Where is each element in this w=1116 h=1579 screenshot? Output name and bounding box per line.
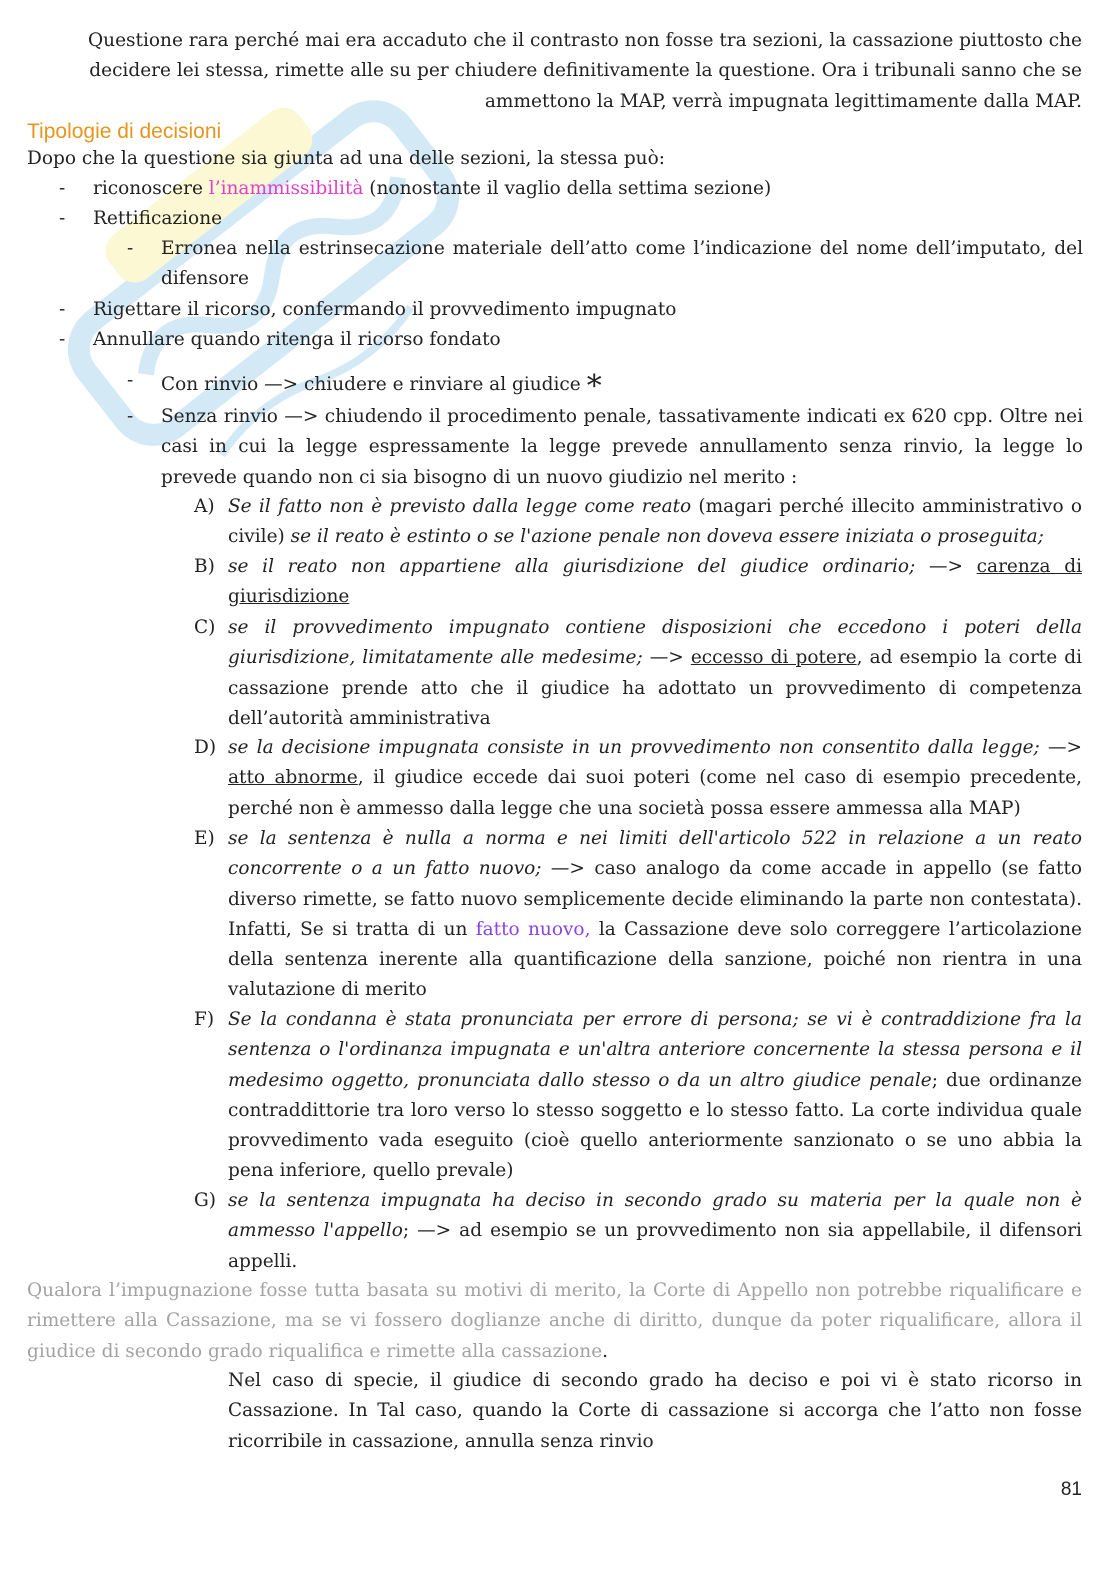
list-dash: - <box>59 208 66 229</box>
italic-text: Se il fatto non è previsto dalla legge come reato <box>228 496 692 517</box>
lettered-item-b <box>194 552 1083 613</box>
plain-text: ; —> ad esempio se un provvedimento non sia appellabile, il difensori appelli. <box>228 1220 1082 1272</box>
plain-text: la Cassazione deve solo correggere l’articolazione della sentenza inerente alla quantificazione della sanzione, poiché non rientra in una valutazione di merito <box>228 918 1082 1001</box>
highlight-inammissibilita: l’inammissibilità <box>208 178 364 199</box>
plain-text: —> <box>642 647 691 669</box>
list-item-text: (nonostante il vaglio della settima sezione) <box>363 178 772 199</box>
sub-item-text: Senza rinvio —> chiudendo il procedimento penale, tassativamente indicati ex 620 cpp. Oltre nei casi in cui la legge espressamente la legge prevede annullamento senza rinvio, la legge lo prevede quando non ci sia bisogno di un nuovo giudizio nel merito : <box>161 406 1083 488</box>
gray-paragraph-tail: . <box>602 1340 609 1362</box>
lettered-item-f <box>194 1005 1082 1187</box>
list-dash: - <box>127 406 134 427</box>
list-dash: - <box>59 329 66 350</box>
item-letter: A) <box>194 496 215 517</box>
plain-text: —> <box>915 556 977 577</box>
list-dash: - <box>59 178 66 199</box>
plain-text: , ad esempio la corte di cassazione prende atto che il giudice ha adottato un provvedimento di competenza dell’autorità amministrativa <box>228 647 1083 729</box>
intro-paragraph: Questione rara perché mai era accaduto che il contrasto non fosse tra sezioni, la cassazione piuttosto che decidere lei stessa, rimette alle su per chiudere definitivamente la questione. Ora i tribunali sanno che se ammettono la MAP, verrà impugnata legittimamente dalla MAP. <box>88 30 1082 112</box>
plain-text: , il giudice eccede dai suoi poteri (come nel caso di esempio precedente, perché non è ammesso dalla legge che una società possa essere ammessa alla MAP) <box>228 767 1082 819</box>
sub-item-con-rinvio <box>127 366 1083 404</box>
item-letter: C) <box>194 617 216 638</box>
plain-text: —> <box>1039 737 1082 758</box>
list-item-inammissibilita <box>59 174 1083 204</box>
asterisk-mark: * <box>586 369 602 404</box>
page-number: 81 <box>1060 1479 1082 1500</box>
italic-text: se la decisione impugnata consiste in un provvedimento non consentito dalla legge; <box>228 737 1040 758</box>
italic-text: se la sentenza è nulla a norma e nei limiti dell'articolo 522 in relazione a un reato concorrente o a un fatto nuovo; <box>228 828 1082 880</box>
list-dash: - <box>127 238 134 259</box>
closing-paragraph: Nel caso di specie, il giudice di secondo grado ha deciso e poi vi è stato ricorso in Cassazione. In Tal caso, quando la Corte di cassazione si accorga che l’atto non fosse ricorribile in cassazione, annulla senza rinvio <box>228 1370 1082 1452</box>
lettered-item-a <box>194 492 1082 553</box>
list-item-text: Annullare quando ritenga il ricorso fondato <box>93 329 501 350</box>
underlined-term: atto abnorme <box>228 767 358 789</box>
italic-text: se il provvedimento impugnato contiene disposizioni che eccedono i poteri della giurisdizione, limitatamente alle medesime; <box>228 617 1082 669</box>
italic-text: se il reato non appartiene alla giurisdizione del giudice ordinario; <box>228 556 916 577</box>
list-dash: - <box>59 299 66 320</box>
list-item-annullare <box>59 325 1083 355</box>
highlight-fatto-nuovo: fatto nuovo, <box>475 918 591 940</box>
item-letter: D) <box>194 737 217 758</box>
lettered-item-g <box>194 1186 1082 1277</box>
list-item-text: Rigettare il ricorso, confermando il provvedimento impugnato <box>93 299 677 320</box>
sub-item-erronea <box>127 234 1083 295</box>
lettered-item-c <box>194 613 1083 734</box>
plain-text: —> caso analogo da come accade in appello (se fatto diverso rimette, se fatto nuovo semplicemente decide eliminando la parte non contestata). Infatti, Se si tratta di un <box>228 858 1083 940</box>
italic-text: Se la condanna è stata pronunciata per errore di persona; se vi è contraddizione fra la sentenza o l'ordinanza impugnata e un'altra anteriore concernente la stessa persona e il medesimo oggetto, pronunciata dallo stesso o da un altro giudice penale <box>228 1009 1082 1091</box>
sub-item-text: Con rinvio —> chiudere e rinviare al giudice <box>161 374 581 395</box>
gray-paragraph <box>27 1276 1082 1367</box>
item-letter: G) <box>194 1190 216 1211</box>
lead-sentence: Dopo che la questione sia giunta ad una delle sezioni, la stessa può: <box>27 148 665 169</box>
list-item-text: riconoscere <box>93 178 209 199</box>
underlined-term: eccesso di potere <box>690 647 857 669</box>
plain-text: (magari perché illecito amministrativo o civile) <box>228 496 1082 548</box>
plain-text: ; due ordinanze contraddittorie tra loro verso lo stesso soggetto e lo stesso fatto. La corte individua quale provvedimento vada eseguito (cioè quello anteriormente sanzionato o se uno abbia la pena inferiore, quello prevale) <box>228 1069 1082 1182</box>
lettered-item-d <box>194 733 1082 824</box>
item-letter: F) <box>194 1009 215 1030</box>
list-item-rigettare <box>59 295 1083 325</box>
italic-text: se la sentenza impugnata ha deciso in secondo grado su materia per la quale non è ammesso l'appello <box>228 1190 1082 1242</box>
item-letter: B) <box>194 556 215 577</box>
underlined-term: carenza di giurisdizione <box>228 556 1083 608</box>
section-heading: Tipologie di decisioni <box>27 120 222 143</box>
list-item-text: Rettificazione <box>93 208 223 229</box>
lettered-item-e <box>194 824 1083 1006</box>
italic-text: se il reato è estinto o se l'azione penale non doveva essere iniziata o proseguita; <box>290 526 1044 548</box>
gray-paragraph-text: Qualora l’impugnazione fosse tutta basata su motivi di merito, la Corte di Appello non potrebbe riqualificare e rimettere alla Cassazione, ma se vi fossero doglianze anche di diritto, dunque da poter riqualificare, allora il giudice di secondo grado riqualifica e rimette alla cassazione <box>27 1280 1082 1362</box>
item-letter: E) <box>194 828 215 849</box>
sub-item-senza-rinvio <box>127 402 1083 493</box>
sub-item-text: Erronea nella estrinsecazione materiale dell’atto come l’indicazione del nome dell’imputato, del difensore <box>161 238 1083 290</box>
list-item-rettificazione <box>59 204 1083 234</box>
list-dash: - <box>127 370 134 391</box>
